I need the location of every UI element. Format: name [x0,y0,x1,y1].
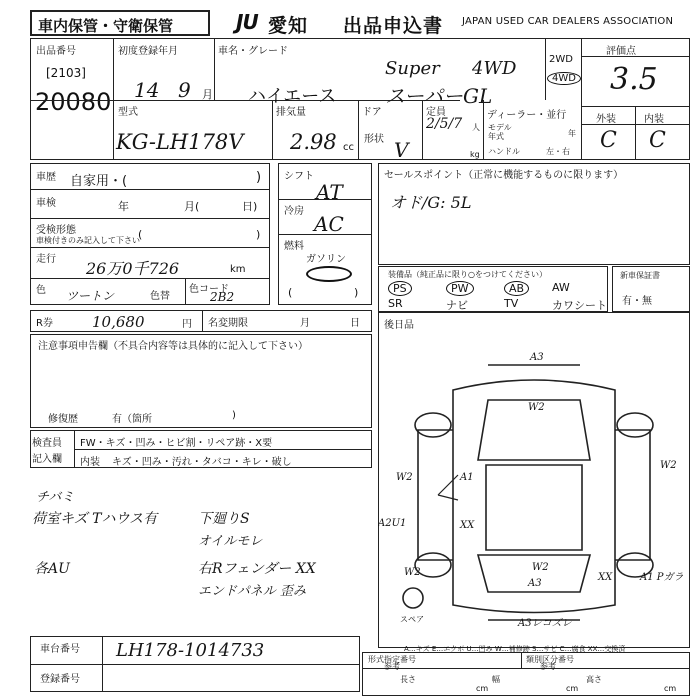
displacement-value: 2.98 [290,130,337,154]
length-label: 長さ [400,675,416,684]
mileage-label: 走行 [36,254,56,265]
association-name: JAPAN USED CAR DEALERS ASSOCIATION [462,16,674,27]
equipment-item: SR [388,297,403,310]
handle-options: 左・右 [546,147,570,156]
storage-title: 車内保管・守衛保管 [38,17,174,35]
inspector-row-2: キズ・凹み・汚れ・タバコ・キレ・破し [112,457,292,468]
damage-mark: W2 [532,562,549,573]
category-label: 類別区分番号 [526,655,574,664]
handwritten-note: エンドパネル 歪み [198,584,306,599]
car-name: ハイエース [248,86,337,107]
shift-value: AT [316,180,343,204]
height-label: 高さ [586,675,602,684]
dealer-year-label: 年式 [488,132,504,141]
aircon-label: 冷房 [284,206,304,217]
vehicle-damage-diagram [378,330,690,648]
lot-sub-number: [2103] [46,66,86,80]
history-value: 自家用・( [70,174,128,189]
damage-mark: W2 [528,402,545,413]
registration-year: 14 [134,78,160,102]
equipment-item: AW [552,281,570,294]
mileage-value: 26万0千726 [86,259,180,278]
equipment-label: 装備品（純正品に限り○をつけてください） [388,270,547,279]
inspection-month: 月( [184,200,200,213]
interior-label: 内装 [644,114,664,125]
height-unit: cm [664,684,677,693]
designation-label: 形式指定番号 [368,655,416,664]
form-title: 出品申込書 [343,15,444,37]
fuel-paren-close: ) [354,286,359,299]
equipment-item: カワシート [552,299,607,312]
history-label: 車歴 [36,172,56,183]
width-label: 幅 [492,675,500,684]
door-label: ドア [362,107,382,118]
inspection-year: 年 [118,200,129,213]
spare-label: スペア [400,615,424,624]
equipment-item: TV [504,297,519,310]
car-grade-jp: スーパーGL [385,84,493,108]
acceptance-open: ( [138,228,143,241]
capacity-label: 定員 [426,107,446,118]
registration-label: 初度登録年月 [118,46,178,57]
handwritten-note: 各AU [34,561,70,577]
damage-mark: A3レコズレ [518,618,572,629]
fuel-paren-open: ( [288,286,293,299]
lot-number: 20080 [35,88,112,116]
handle-label: ハンドル [488,147,520,156]
name-change-label: 名変期限 [208,318,248,329]
capacity-unit: 人 [472,123,480,132]
exterior-label: 外装 [596,114,616,125]
model-label: 型式 [118,107,138,118]
equipment-item: PS [388,281,412,296]
color-code: 2B2 [210,290,235,304]
interior-grade: C [649,128,666,153]
damage-mark: W2 [396,472,413,483]
ju-logo: JU [236,10,258,34]
damage-mark: A3 [530,352,544,363]
displacement-unit: cc [343,142,354,153]
shape-value: V [394,138,409,162]
exterior-grade: C [600,128,617,153]
damage-mark: A2U1 [378,518,407,529]
acceptance-note: 車検付きのみ記入して下さい [36,236,140,245]
mileage-unit: km [230,264,246,275]
repair-close: ) [232,410,236,421]
recycle-value: 10,680 [92,313,145,331]
designation-ref: 参考 [384,662,400,671]
damage-mark: W2 [404,567,421,578]
recycle-unit: 円 [182,319,192,330]
color-change-label: 色替 [150,291,170,302]
evaluation-label: 評価点 [606,46,636,57]
dealer-year-unit: 年 [568,129,576,138]
handwritten-note: 荷室キズ Tハウス有 [32,511,158,527]
retrofit-label: 後日品 [384,320,414,331]
lot-label: 出品番号 [36,46,76,57]
notes-label: 注意事項申告欄（不具合内容等は具体的に記入して下さい） [38,341,308,352]
registration-month: 9 [178,78,191,102]
name-change-month: 月 [300,318,310,329]
color-value: ツートン [66,289,115,303]
handwritten-note: オイルモレ [198,534,263,549]
displacement-label: 排気量 [276,107,306,118]
damage-mark: A1 [460,472,474,483]
damage-mark: XX [460,520,475,531]
drive-4wd: 4WD [547,72,581,85]
damage-mark: A1 Pガラ [640,572,684,583]
category-ref: 参考 [540,662,556,671]
equipment-item: PW [446,281,474,296]
drive-2wd: 2WD [549,54,573,65]
recycle-label: R券 [36,318,53,329]
acceptance-close: ) [256,228,261,241]
warranty-options: 有・無 [622,296,652,307]
chassis-label: 車台番号 [40,644,80,655]
width-unit: cm [566,684,579,693]
damage-mark: W2 [660,460,677,471]
registration-no-label: 登録番号 [40,674,80,685]
name-change-day: 日 [350,318,360,329]
fuel-circle-mark [306,266,352,282]
equipment-item: AB [504,281,529,296]
inspector-label-2: 記入欄 [32,454,62,465]
fuel-label: 燃料 [284,241,304,252]
sales-point-value: オド/G: 5L [390,193,472,212]
capacity-value: 2/5/7 [426,116,463,132]
inspector-row-1: FW・キズ・凹み・ヒビ割・リペア跡・X要 [80,438,273,449]
dealer-label: ディーラー・並行 [487,110,567,121]
repair-label: 修復歴 [48,414,78,425]
fuel-value: ガソリン [306,254,346,265]
recycle-box [30,310,372,332]
inspector-row-2-prefix: 内装 [80,457,100,468]
sales-point-label: セールスポイント（正常に機能するものに限ります） [384,170,624,181]
dealer-model-label: モデル [488,123,512,132]
handwritten-note: 右Rフェンダー XX [198,561,316,577]
inspector-label-1: 検査員 [32,438,62,449]
handwritten-note: チバミ [36,490,75,505]
chassis-value: LH178-1014733 [116,640,265,661]
acceptance-label: 受検形態 [36,225,76,236]
aircon-value: AC [314,212,344,236]
logo-region: 愛知 [268,15,309,37]
color-label: 色 [36,285,46,296]
repair-value: 有（箇所 [112,414,152,425]
evaluation-score: 3.5 [610,62,658,97]
shape-label: 形状 [364,134,384,145]
storage-title-box [30,10,210,36]
equipment-item: ナビ [446,299,468,312]
color-code-label: 色コード [189,284,229,295]
history-close: ) [256,170,262,185]
length-unit: cm [476,684,489,693]
diagram-legend: A…キズ E…エクボ U…凹み W…補修跡 S…サビ C…腐食 XX…交換済 [404,645,626,653]
car-drive-hw: 4WD [472,58,517,79]
model-value: KG-LH178V [116,130,244,154]
damage-mark: A3 [528,578,542,589]
car-grade-en: Super [385,58,440,79]
handwritten-note: 下廻りS [198,511,250,527]
inspection-label: 車検 [36,198,56,209]
warranty-label: 新車保証書 [620,271,660,280]
inspection-day: 日) [242,200,258,213]
car-name-label: 車名・グレード [218,46,288,57]
registration-month-unit: 月 [202,88,213,101]
damage-mark: XX [598,572,613,583]
shift-label: シフト [284,171,314,182]
weight-unit: kg [470,150,480,159]
